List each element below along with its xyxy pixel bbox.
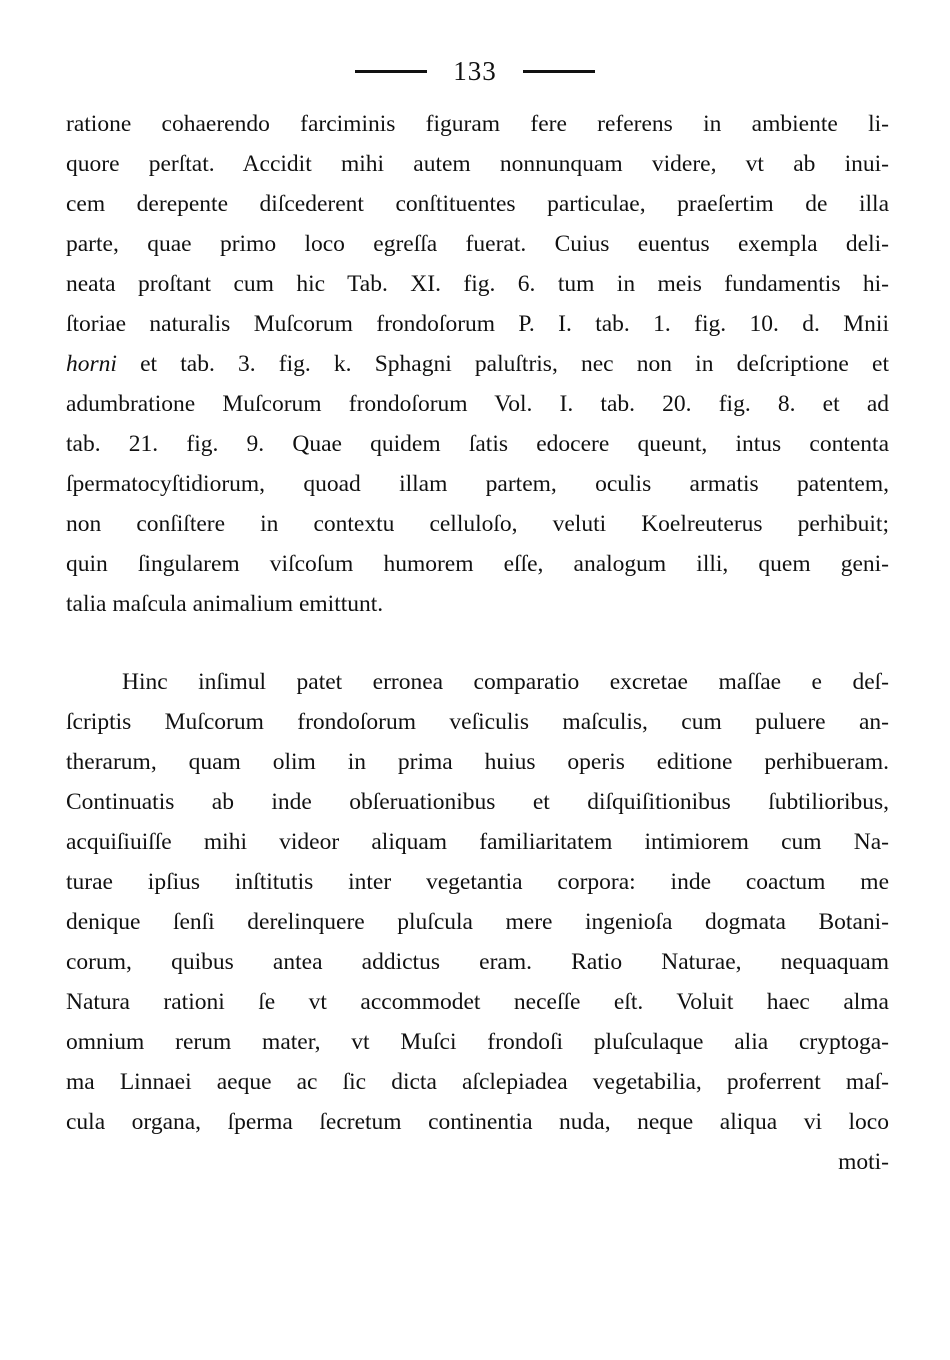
text-line: ſtoriae naturalis Muſcorum frondoſorum P. I. tab. 1. fig. 10. d. Mnii — [66, 311, 889, 337]
text-line: cula organa, ſperma ſecretum continentia nuda, neque aliqua vi loco — [66, 1109, 889, 1135]
italic-word: horni — [66, 351, 117, 377]
text-line: Continuatis ab inde obſeruationibus et diſquiſitionibus ſubtilioribus, — [66, 789, 889, 815]
text-line: therarum, quam olim in prima huius operis editione perhibueram. — [66, 749, 889, 775]
text-line: quin ſingularem viſcoſum humorem eſſe, analogum illi, quem geni- — [66, 551, 889, 577]
text-line: corum, quibus antea addictus eram. Ratio Naturae, nequaquam — [66, 949, 889, 975]
text-line: turae ipſius inſtitutis inter vegetantia corpora: inde coactum me — [66, 869, 889, 895]
text-line: parte, quae primo loco egreſſa fuerat. Cuius euentus exempla deli- — [66, 231, 889, 257]
catchword: moti- — [838, 1149, 889, 1175]
text-line: acquiſiuiſſe mihi videor aliquam familiaritatem intimiorem cum Na- — [66, 829, 889, 855]
text-line: Natura rationi ſe vt accommodet neceſſe eſt. Voluit haec alma — [66, 989, 889, 1015]
text-line: neata proſtant cum hic Tab. XI. fig. 6. tum in meis fundamentis hi- — [66, 271, 889, 297]
text-line — [66, 344, 889, 384]
page-header — [0, 56, 950, 86]
header-rule-left — [355, 70, 427, 73]
text-line: cem derepente diſcederent conſtituentes particulae, praeſertim de illa — [66, 191, 889, 217]
text-line: non conſiſtere in contextu celluloſo, veluti Koelreuterus perhibuit; — [66, 511, 889, 537]
text-line: ma Linnaei aeque ac ſic dicta aſclepiadea vegetabilia, proferrent maſ- — [66, 1069, 889, 1095]
text-line: quore perſtat. Accidit mihi autem nonnunquam videre, vt ab inui- — [66, 151, 889, 177]
text-line: ratione cohaerendo farciminis figuram fere referens in ambiente li- — [66, 111, 889, 137]
text-line: omnium rerum mater, vt Muſci frondoſi pluſculaque alia cryptoga- — [66, 1029, 889, 1055]
text-line: denique ſenſi derelinquere pluſcula mere ingenioſa dogmata Botani- — [66, 909, 889, 935]
page-number: 133 — [453, 55, 497, 86]
text-line: tab. 21. fig. 9. Quae quidem ſatis edocere queunt, intus contenta — [66, 431, 889, 457]
line-rest: et tab. 3. fig. k. Sphagni paluſtris, nec non in deſcriptione et — [116, 351, 889, 377]
text-line: adumbratione Muſcorum frondoſorum Vol. I. tab. 20. fig. 8. et ad — [66, 391, 889, 417]
text-line: talia maſcula animalium emittunt. — [66, 591, 384, 617]
text-line: ſpermatocyſtidiorum, quoad illam partem, oculis armatis patentem, — [66, 471, 889, 497]
header-rule-right — [523, 70, 595, 73]
text-line: Hinc inſimul patet erronea comparatio excretae maſſae e deſ- — [122, 669, 889, 695]
text-line: ſcriptis Muſcorum frondoſorum veſiculis maſculis, cum puluere an- — [66, 709, 889, 735]
